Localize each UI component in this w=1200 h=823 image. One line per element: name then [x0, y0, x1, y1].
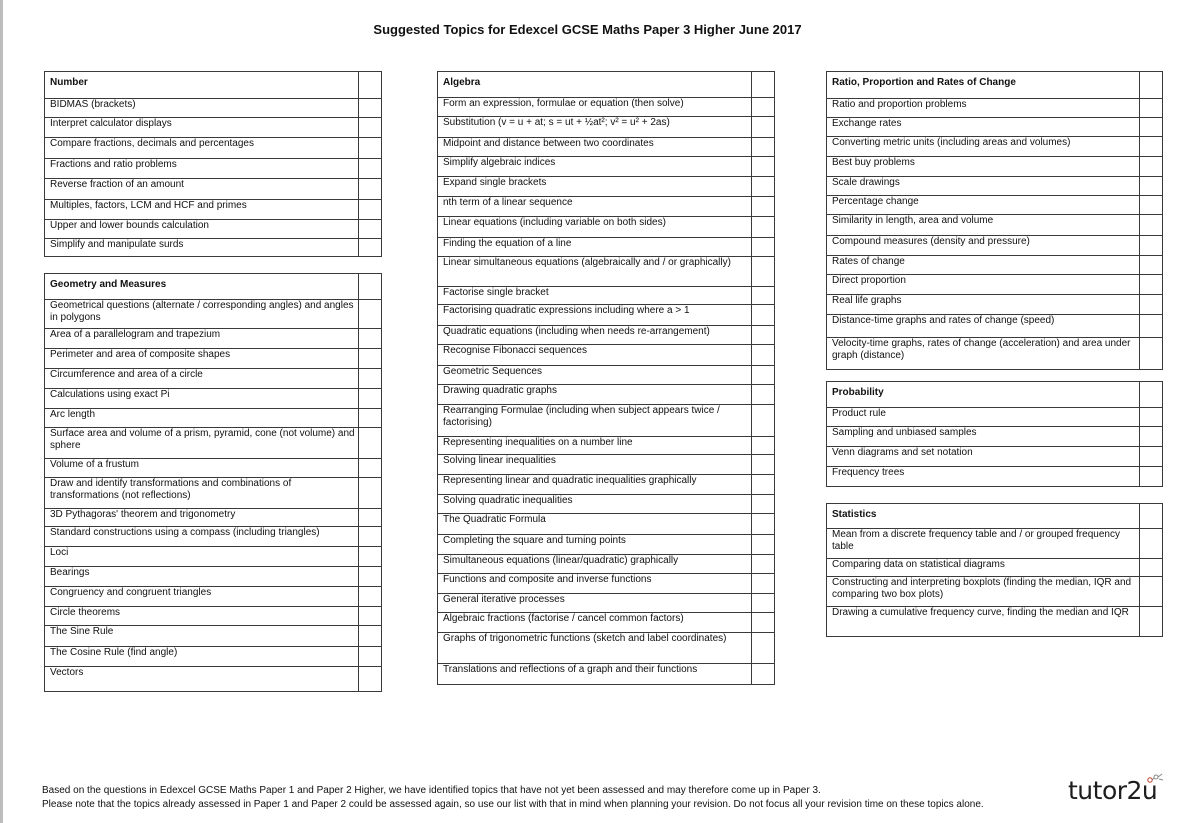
tick-box[interactable] [752, 238, 775, 257]
tick-box[interactable] [1140, 408, 1163, 427]
topic-row [438, 495, 775, 514]
tick-box[interactable] [1140, 157, 1163, 177]
topic-row [827, 577, 1163, 607]
topic-label: Percentage change [827, 196, 1140, 215]
topic-label: nth term of a linear sequence [438, 197, 752, 217]
tick-box[interactable] [359, 509, 382, 527]
tick-box[interactable] [1140, 382, 1163, 408]
topic-label: Direct proportion [827, 275, 1140, 295]
topic-label: Circle theorems [45, 607, 359, 626]
topic-row [45, 667, 382, 692]
tick-box[interactable] [359, 220, 382, 239]
tick-box[interactable] [1140, 177, 1163, 196]
topic-label: The Sine Rule [45, 626, 359, 647]
topic-label: Factorising quadratic expressions including where a > 1 [438, 305, 752, 326]
topic-label: Bearings [45, 567, 359, 587]
tick-box[interactable] [359, 667, 382, 692]
tick-box[interactable] [1140, 315, 1163, 338]
number-table [44, 71, 382, 257]
topic-label: Rearranging Formulae (including when subject appears twice / factorising) [438, 405, 752, 437]
page-title: Suggested Topics for Edexcel GCSE Maths Paper 3 Higher June 2017 [373, 22, 802, 37]
heading-row [827, 72, 1163, 99]
tick-box[interactable] [752, 98, 775, 117]
topic-row [438, 437, 775, 455]
tick-box[interactable] [1140, 236, 1163, 256]
topic-label: Fractions and ratio problems [45, 159, 359, 179]
tick-box[interactable] [1140, 559, 1163, 577]
topic-label: Perimeter and area of composite shapes [45, 349, 359, 369]
topic-row [45, 527, 382, 547]
tick-box[interactable] [752, 555, 775, 574]
tick-box[interactable] [359, 329, 382, 349]
topic-label: Graphs of trigonometric functions (sketch and label coordinates) [438, 633, 752, 664]
tick-box[interactable] [752, 138, 775, 157]
topic-row [45, 607, 382, 626]
topic-row [827, 408, 1163, 427]
topic-row [827, 196, 1163, 215]
topic-row [438, 594, 775, 613]
topic-row [438, 157, 775, 177]
left-edge [0, 0, 3, 823]
topic-label: Best buy problems [827, 157, 1140, 177]
topic-row [438, 613, 775, 633]
topic-row [438, 238, 775, 257]
section-heading: Geometry and Measures [45, 274, 359, 300]
topic-row [438, 326, 775, 345]
topic-row [45, 329, 382, 349]
tick-box[interactable] [1140, 529, 1163, 559]
tick-box[interactable] [752, 514, 775, 535]
tick-box[interactable] [752, 345, 775, 366]
tick-box[interactable] [752, 177, 775, 197]
heading-row [827, 504, 1163, 529]
section-heading: Statistics [827, 504, 1140, 529]
topic-label: Vectors [45, 667, 359, 692]
topic-row [827, 118, 1163, 137]
tick-box[interactable] [1140, 72, 1163, 99]
ratio-table [826, 71, 1163, 370]
tick-box[interactable] [359, 369, 382, 389]
topic-label: Similarity in length, area and volume [827, 215, 1140, 236]
tick-box[interactable] [752, 437, 775, 455]
topic-label: Surface area and volume of a prism, pyramid, cone (not volume) and sphere [45, 428, 359, 459]
topic-row [438, 287, 775, 305]
topic-label: Substitution (v = u + at; s = ut + ½at²; v² = u² + 2as) [438, 117, 752, 138]
tick-box[interactable] [359, 239, 382, 257]
topic-label: Quadratic equations (including when needs re-arrangement) [438, 326, 752, 345]
topic-label: Factorise single bracket [438, 287, 752, 305]
topic-row [45, 99, 382, 118]
topic-label: Completing the square and turning points [438, 535, 752, 555]
topic-row [45, 118, 382, 138]
topic-label: Converting metric units (including areas and volumes) [827, 137, 1140, 157]
topic-row [827, 447, 1163, 467]
topic-label: Draw and identify transformations and combinations of transformations (not reflections) [45, 478, 359, 509]
topic-label: Reverse fraction of an amount [45, 179, 359, 200]
topic-row [827, 215, 1163, 236]
topic-row [438, 555, 775, 574]
tick-box[interactable] [752, 455, 775, 475]
footer-line-2: Please note that the topics already assessed in Paper 1 and Paper 2 could be assessed again, so use our list with that in mind when planning your revision. Do not focus all your revision time on these topics alone. [42, 799, 984, 810]
topic-label: 3D Pythagoras' theorem and trigonometry [45, 509, 359, 527]
topic-label: Translations and reflections of a graph and their functions [438, 664, 752, 685]
tick-box[interactable] [752, 197, 775, 217]
topic-row [438, 177, 775, 197]
topic-label: Rates of change [827, 256, 1140, 275]
topic-label: Loci [45, 547, 359, 567]
tick-box[interactable] [1140, 99, 1163, 118]
topic-label: The Quadratic Formula [438, 514, 752, 535]
topic-row [827, 177, 1163, 196]
topic-row [438, 455, 775, 475]
tick-box[interactable] [359, 200, 382, 220]
topic-row [438, 345, 775, 366]
tick-box[interactable] [752, 495, 775, 514]
topic-row [827, 99, 1163, 118]
topic-row [45, 369, 382, 389]
topic-label: Ratio and proportion problems [827, 99, 1140, 118]
tick-box[interactable] [752, 287, 775, 305]
topic-label: BIDMAS (brackets) [45, 99, 359, 118]
tick-box[interactable] [359, 647, 382, 667]
topic-label: Drawing quadratic graphs [438, 385, 752, 405]
tick-box[interactable] [752, 475, 775, 495]
topic-row [45, 459, 382, 478]
topic-row [827, 236, 1163, 256]
tutor2u-logo: tutor2u [1068, 776, 1158, 805]
topic-label: Geometrical questions (alternate / corresponding angles) and angles in polygons [45, 300, 359, 329]
topic-row [45, 567, 382, 587]
topic-row [45, 428, 382, 459]
topic-label: Recognise Fibonacci sequences [438, 345, 752, 366]
topic-label: Functions and composite and inverse functions [438, 574, 752, 594]
geometry-table [44, 273, 382, 692]
topic-label: Exchange rates [827, 118, 1140, 137]
topic-row [827, 157, 1163, 177]
topic-label: Midpoint and distance between two coordinates [438, 138, 752, 157]
topic-label: Frequency trees [827, 467, 1140, 487]
tick-box[interactable] [752, 217, 775, 238]
topic-row [827, 137, 1163, 157]
tick-box[interactable] [1140, 447, 1163, 467]
topic-label: Compare fractions, decimals and percentages [45, 138, 359, 159]
algebra-table [437, 71, 775, 685]
tick-box[interactable] [359, 72, 382, 99]
tick-box[interactable] [1140, 607, 1163, 637]
topic-row [827, 467, 1163, 487]
topic-label: Form an expression, formulae or equation (then solve) [438, 98, 752, 117]
topic-label: Linear simultaneous equations (algebraically and / or graphically) [438, 257, 752, 287]
tick-box[interactable] [359, 607, 382, 626]
tick-box[interactable] [359, 547, 382, 567]
topic-label: Standard constructions using a compass (including triangles) [45, 527, 359, 547]
tick-box[interactable] [359, 478, 382, 509]
tick-box[interactable] [752, 633, 775, 664]
topic-row [438, 197, 775, 217]
topic-label: Arc length [45, 409, 359, 428]
tick-box[interactable] [752, 594, 775, 613]
tick-box[interactable] [1140, 295, 1163, 315]
probability-table [826, 381, 1163, 487]
section-heading: Ratio, Proportion and Rates of Change [827, 72, 1140, 99]
topic-row [438, 366, 775, 385]
topic-row [438, 305, 775, 326]
topic-row [45, 300, 382, 329]
tick-box[interactable] [359, 99, 382, 118]
tick-box[interactable] [359, 409, 382, 428]
topic-label: Venn diagrams and set notation [827, 447, 1140, 467]
section-heading: Probability [827, 382, 1140, 408]
topic-label: Expand single brackets [438, 177, 752, 197]
topic-row [438, 475, 775, 495]
tick-box[interactable] [1140, 196, 1163, 215]
tick-box[interactable] [752, 117, 775, 138]
topic-row [45, 509, 382, 527]
heading-row [45, 274, 382, 300]
topic-label: Solving quadratic inequalities [438, 495, 752, 514]
topic-label: Simplify algebraic indices [438, 157, 752, 177]
tick-box[interactable] [1140, 118, 1163, 137]
topic-row [827, 427, 1163, 447]
topic-label: Upper and lower bounds calculation [45, 220, 359, 239]
topic-row [45, 138, 382, 159]
topic-label: Volume of a frustum [45, 459, 359, 478]
tick-box[interactable] [1140, 137, 1163, 157]
topic-label: Compound measures (density and pressure) [827, 236, 1140, 256]
topic-row [438, 514, 775, 535]
topic-row [438, 385, 775, 405]
heading-row [827, 382, 1163, 408]
topic-label: Drawing a cumulative frequency curve, finding the median and IQR [827, 607, 1140, 637]
heading-row [438, 72, 775, 98]
topic-row [827, 315, 1163, 338]
tick-box[interactable] [1140, 577, 1163, 607]
topic-row [827, 529, 1163, 559]
topic-label: Algebraic fractions (factorise / cancel common factors) [438, 613, 752, 633]
topic-row [45, 349, 382, 369]
tick-box[interactable] [359, 300, 382, 329]
tick-box[interactable] [359, 138, 382, 159]
tick-box[interactable] [752, 405, 775, 437]
topic-label: Comparing data on statistical diagrams [827, 559, 1140, 577]
tick-box[interactable] [359, 587, 382, 607]
statistics-table [826, 503, 1163, 637]
topic-label: Area of a parallelogram and trapezium [45, 329, 359, 349]
topic-label: Finding the equation of a line [438, 238, 752, 257]
topic-label: Circumference and area of a circle [45, 369, 359, 389]
tick-box[interactable] [359, 159, 382, 179]
topic-label: General iterative processes [438, 594, 752, 613]
topic-row [827, 256, 1163, 275]
tick-box[interactable] [752, 613, 775, 633]
topic-label: Solving linear inequalities [438, 455, 752, 475]
footer-line-1: Based on the questions in Edexcel GCSE Maths Paper 1 and Paper 2 Higher, we have identified topics that have not yet been assessed and may therefore come up in Paper 3. [42, 785, 821, 796]
tick-box[interactable] [1140, 256, 1163, 275]
tick-box[interactable] [1140, 504, 1163, 529]
tick-box[interactable] [752, 574, 775, 594]
topic-row [827, 559, 1163, 577]
topic-label: Congruency and congruent triangles [45, 587, 359, 607]
topic-row [438, 633, 775, 664]
tick-box[interactable] [359, 389, 382, 409]
tick-box[interactable] [752, 157, 775, 177]
tick-box[interactable] [359, 567, 382, 587]
heading-row [45, 72, 382, 99]
tick-box[interactable] [752, 305, 775, 326]
topic-row [438, 535, 775, 555]
topic-row [45, 159, 382, 179]
topic-row [438, 574, 775, 594]
tick-box[interactable] [359, 274, 382, 300]
tick-box[interactable] [1140, 427, 1163, 447]
topic-label: Simplify and manipulate surds [45, 239, 359, 257]
topic-row [45, 220, 382, 239]
topic-label: Real life graphs [827, 295, 1140, 315]
tick-box[interactable] [752, 366, 775, 385]
topic-label: Linear equations (including variable on both sides) [438, 217, 752, 238]
topic-row [438, 405, 775, 437]
topic-label: Calculations using exact Pi [45, 389, 359, 409]
topic-label: Multiples, factors, LCM and HCF and primes [45, 200, 359, 220]
logo-mark-icon [1143, 771, 1165, 787]
tick-box[interactable] [359, 626, 382, 647]
topic-row [438, 138, 775, 157]
topic-row [438, 664, 775, 685]
tick-box[interactable] [752, 535, 775, 555]
topic-row [45, 389, 382, 409]
topic-row [827, 295, 1163, 315]
tick-box[interactable] [752, 664, 775, 685]
topic-row [45, 478, 382, 509]
topic-row [438, 217, 775, 238]
tick-box[interactable] [1140, 338, 1163, 370]
topic-row [438, 117, 775, 138]
topic-label: Scale drawings [827, 177, 1140, 196]
tick-box[interactable] [752, 385, 775, 405]
topic-row [45, 647, 382, 667]
topic-label: Velocity-time graphs, rates of change (acceleration) and area under graph (distance) [827, 338, 1140, 370]
tick-box[interactable] [359, 527, 382, 547]
topic-row [45, 626, 382, 647]
topic-label: Representing inequalities on a number line [438, 437, 752, 455]
tick-box[interactable] [359, 428, 382, 459]
topic-row [45, 179, 382, 200]
topic-label: Representing linear and quadratic inequalities graphically [438, 475, 752, 495]
topic-row [827, 275, 1163, 295]
section-heading: Number [45, 72, 359, 99]
topic-label: Geometric Sequences [438, 366, 752, 385]
footer-note [42, 784, 984, 812]
topic-row [45, 409, 382, 428]
topic-row [827, 607, 1163, 637]
topic-label: Mean from a discrete frequency table and / or grouped frequency table [827, 529, 1140, 559]
tick-box[interactable] [1140, 215, 1163, 236]
topic-label: Constructing and interpreting boxplots (finding the median, IQR and comparing two box plots) [827, 577, 1140, 607]
topic-row [827, 338, 1163, 370]
topic-label: Distance-time graphs and rates of change (speed) [827, 315, 1140, 338]
section-heading: Algebra [438, 72, 752, 98]
tick-box[interactable] [1140, 275, 1163, 295]
tick-box[interactable] [359, 118, 382, 138]
tick-box[interactable] [359, 349, 382, 369]
topic-label: Simultaneous equations (linear/quadratic) graphically [438, 555, 752, 574]
topic-row [45, 200, 382, 220]
topic-row [45, 547, 382, 567]
topic-row [438, 257, 775, 287]
topic-label: Sampling and unbiased samples [827, 427, 1140, 447]
tick-box[interactable] [1140, 467, 1163, 487]
topic-label: The Cosine Rule (find angle) [45, 647, 359, 667]
topic-label: Product rule [827, 408, 1140, 427]
tick-box[interactable] [359, 459, 382, 478]
tick-box[interactable] [752, 326, 775, 345]
tick-box[interactable] [752, 257, 775, 287]
topic-row [438, 98, 775, 117]
topic-row [45, 239, 382, 257]
topic-row [45, 587, 382, 607]
tick-box[interactable] [752, 72, 775, 98]
tick-box[interactable] [359, 179, 382, 200]
topic-label: Interpret calculator displays [45, 118, 359, 138]
